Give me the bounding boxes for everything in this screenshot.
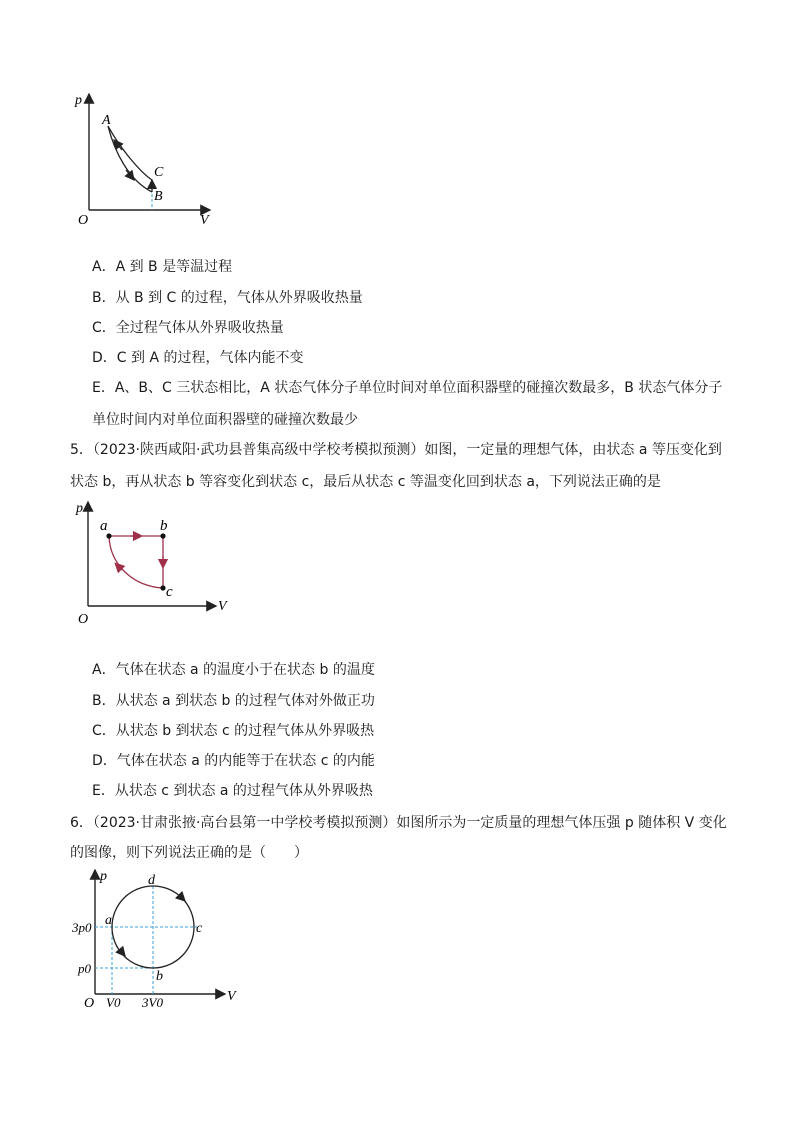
q5-option-d: D．气体在状态 a 的内能等于在状态 c 的内能 (92, 753, 375, 769)
pv-diagram-circle (70, 866, 250, 1016)
point-a (106, 533, 111, 538)
tick-label-3p0: 3p0 (72, 920, 92, 935)
axis-label-p: p (100, 869, 107, 884)
q4-option-e-cont: 单位时间内对单位面积器壁的碰撞次数最少 (92, 412, 358, 428)
axis-label-v: V (200, 213, 209, 228)
point-label-b: B (154, 189, 163, 204)
point-label-c: C (154, 165, 164, 180)
arrow-a-to-b (126, 170, 134, 180)
arrow-d-to-c (180, 896, 185, 901)
q6-stem-line1: 6．（2023·甘肃张掖·高台县第一中学校考模拟预测）如图所示为一定质量的理想气体压强 p 随体积 V 变化 (70, 815, 727, 831)
q4-option-c: C．全过程气体从外界吸收热量 (92, 320, 284, 336)
point-label-a: A (102, 113, 111, 128)
point-label-d: d (148, 873, 155, 888)
q5-option-b: B．从状态 a 到状态 b 的过程气体对外做正功 (92, 693, 375, 709)
q5-stem-line2: 状态 b，再从状态 b 等容变化到状态 c，最后从状态 c 等温变化回到状态 a，下列说法正确的是 (70, 474, 661, 490)
curve-c-to-a (108, 126, 152, 180)
point-label-c: c (166, 584, 173, 600)
q5-stem-line1: 5．（2023·陕西咸阳·武功县普集高级中学校考模拟预测）如图，一定量的理想气体，由状态 a 等压变化到 (70, 442, 722, 458)
origin-label: O (84, 996, 95, 1011)
point-c (160, 585, 165, 590)
point-label-a: a (100, 518, 108, 534)
point-label-a: a (105, 913, 112, 928)
q5-option-c: C．从状态 b 到状态 c 的过程气体从外界吸热 (92, 723, 375, 739)
tick-label-3v0: 3V0 (142, 995, 163, 1010)
point-label-c: c (196, 921, 203, 936)
point-label-b: b (160, 518, 168, 534)
axis-label-v: V (227, 989, 236, 1004)
point-label-b: b (156, 969, 163, 984)
tick-label-v0: V0 (106, 995, 121, 1010)
tick-label-p0: p0 (78, 961, 91, 976)
pv-diagram-abc-lower (70, 498, 240, 628)
axis-label-p: p (76, 501, 83, 516)
point-b (160, 533, 165, 538)
axis-label-v: V (218, 599, 227, 614)
origin-label: O (78, 213, 89, 228)
axis-label-p: p (75, 93, 82, 108)
q5-option-e: E．从状态 c 到状态 a 的过程气体从外界吸热 (92, 783, 373, 799)
pv-diagram-abc (70, 88, 220, 228)
origin-label: O (78, 612, 89, 627)
q4-option-a: A．A 到 B 是等温过程 (92, 259, 233, 275)
curve-c-to-a (109, 536, 163, 588)
q6-stem-line2: 的图像，则下列说法正确的是（ ） (70, 845, 308, 861)
q4-option-b: B．从 B 到 C 的过程，气体从外界吸收热量 (92, 290, 363, 306)
q5-option-a: A．气体在状态 a 的温度小于在状态 b 的温度 (92, 662, 375, 678)
q4-option-d: D．C 到 A 的过程，气体内能不变 (92, 350, 304, 366)
q4-option-e: E．A、B、C 三状态相比，A 状态气体分子单位时间对单位面积器壁的碰撞次数最多，B 状态气体分子 (92, 380, 723, 396)
